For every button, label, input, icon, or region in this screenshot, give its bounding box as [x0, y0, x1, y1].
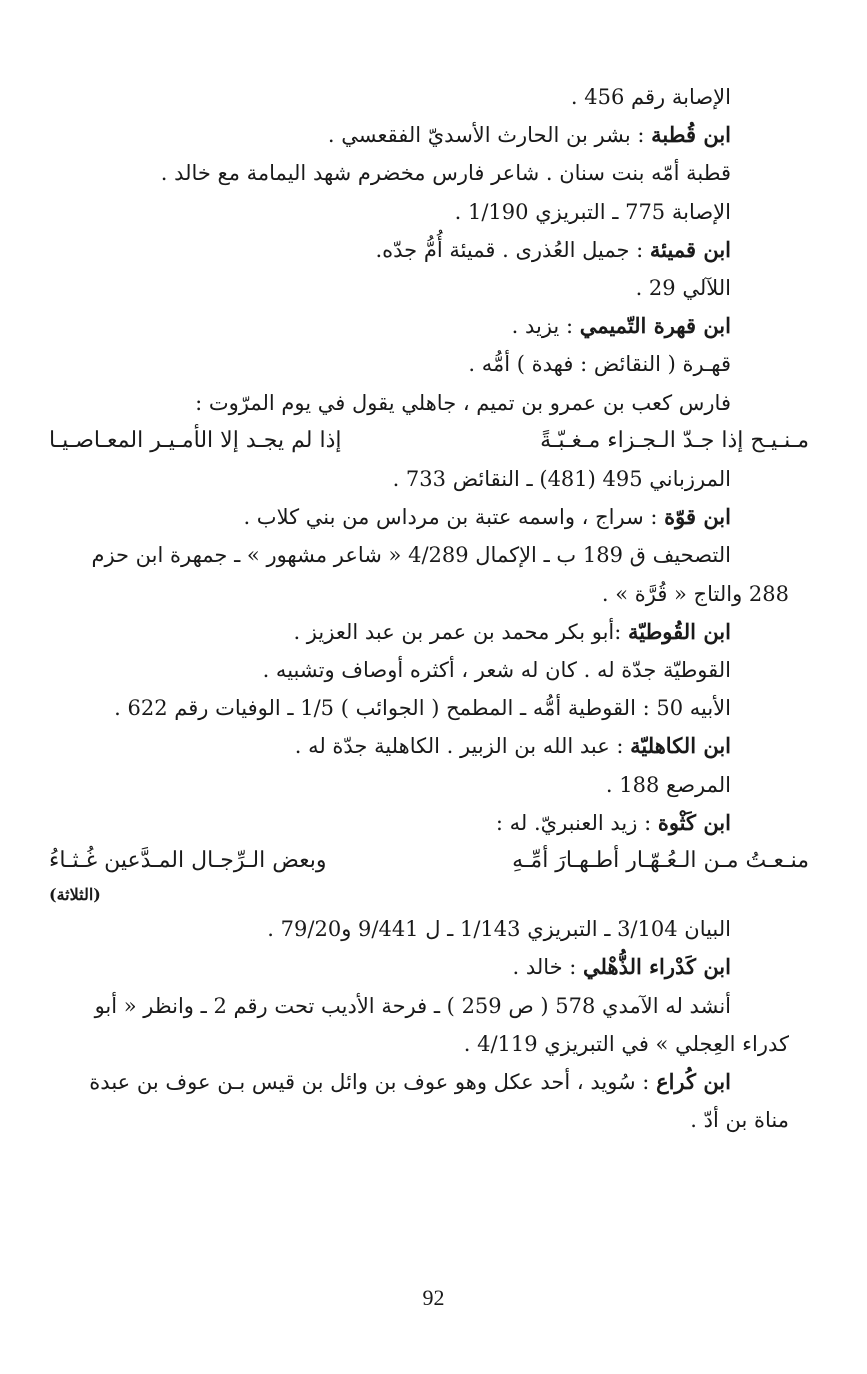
- page-body: [49, 78, 809, 1139]
- text-line-continuation: [49, 1025, 789, 1063]
- line-text: قهـرة ( النقائض : فهدة ) أمُّه .: [468, 352, 731, 377]
- entry-line: [49, 307, 789, 345]
- text-line: [49, 345, 789, 383]
- entry-heading: ابن قميئة: [649, 236, 731, 262]
- entry-line: [49, 727, 789, 765]
- text-line: [49, 766, 789, 804]
- entry-line: [49, 116, 789, 154]
- text-line: [49, 269, 789, 307]
- line-text: :أبو بكر محمد بن عمر بن عبد العزيز .: [293, 619, 628, 644]
- entry-line: [49, 804, 789, 842]
- text-line: [49, 384, 789, 422]
- footnote-marker: (الثلاثة): [49, 885, 101, 905]
- line-text: المرزباني 495 (481) ـ النقائض 733 .: [392, 467, 731, 492]
- verse-first-hemistich: منـعـتُ مـن الـعُـهّـار أطـهـارَ أمِّـهِ: [512, 848, 809, 874]
- poem-verse: [49, 842, 809, 880]
- text-line: [49, 78, 789, 116]
- line-text: 288 والتاج « قُرَّة » .: [601, 581, 789, 606]
- line-text: المرصع 188 .: [605, 772, 731, 797]
- entry-heading: ابن قُطبة: [651, 122, 731, 148]
- line-text: : زيد العنبريّ. له :: [495, 810, 658, 835]
- line-text: البيان 3/104 ـ التبريزي 1/143 ـ ل 9/441 و79/20 .: [267, 917, 731, 942]
- line-text: التصحيف ق 189 ب ـ الإكمال 4/289 « شاعر مشهور » ـ جمهرة ابن حزم: [91, 543, 731, 568]
- text-line: [49, 689, 789, 727]
- line-text: : يزيد .: [511, 314, 580, 339]
- entry-line: [49, 613, 789, 651]
- entry-heading: ابن القُوطيّة: [628, 618, 731, 644]
- entry-heading: ابن كُراع: [656, 1069, 731, 1095]
- text-line-continuation: [49, 1101, 789, 1139]
- entry-line: [49, 231, 789, 269]
- line-text: الإصابة 775 ـ التبريزي 1/190 .: [454, 199, 731, 224]
- text-line: [49, 154, 789, 192]
- text-line: [49, 460, 789, 498]
- text-line: [49, 910, 789, 948]
- text-line-continuation: [49, 575, 789, 613]
- entry-heading: ابن كَدْراء الذُّهْلي: [583, 954, 731, 980]
- line-text: : جميل العُذرى . قميئة أُمُّ جدّه.: [375, 237, 650, 262]
- entry-heading: ابن قوّة: [664, 504, 731, 530]
- line-text: الإصابة رقم 456 .: [570, 85, 731, 109]
- poem-verse: [49, 422, 809, 460]
- verse-first-hemistich: مـنـيـح إذا جـدّ الـجـزاء مـغـبّـةً: [540, 427, 809, 453]
- entry-heading: ابن قهرة التّميمي: [579, 313, 731, 339]
- text-line: [49, 651, 789, 689]
- line-text: أنشد له الآمدي 578 ( ص 259 ) ـ فرحة الأديب تحت رقم 2 ـ وانظر « أبو: [94, 993, 731, 1018]
- line-text: اللآلي 29 .: [635, 276, 731, 301]
- line-text: : عبد الله بن الزبير . الكاهلية جدّة له .: [294, 734, 631, 759]
- line-text: : سراج ، واسمه عتبة بن مرداس من بني كلاب .: [243, 505, 665, 530]
- line-text: كدراء العِجلي » في التبريزي 4/119 .: [463, 1031, 789, 1056]
- entry-heading: ابن كَثْوة: [657, 809, 731, 835]
- line-text: مناة بن أدّ .: [690, 1108, 789, 1133]
- line-text: : بشر بن الحارث الأسديّ الفقعسي .: [327, 123, 652, 148]
- entry-line: [49, 498, 789, 536]
- text-line: [49, 987, 789, 1025]
- page-number: 92: [422, 1285, 445, 1310]
- line-text: الأبيه 50 : القوطية أمُّه ـ المطمح ( الجوائب ) 1/5 ـ الوفيات رقم 622 .: [114, 696, 731, 721]
- verse-second-hemistich: وبعض الـرِّجـال المـدَّعين غُـثـاءُ: [49, 848, 327, 874]
- entry-line: [49, 1063, 789, 1101]
- line-text: : سُويد ، أحد عكل وهو عوف بن وائل بن قيس بـن عوف بن عبدة: [89, 1070, 657, 1095]
- line-text: قطبة أمّه بنت سنان . شاعر فارس مخضرم شهد اليمامة مع خالد .: [160, 161, 731, 186]
- entry-line: [49, 948, 789, 986]
- text-line: [49, 536, 789, 574]
- verse-second-hemistich: إذا لم يجـد إلا الأمـيـر المعـاصـيـا: [49, 427, 342, 453]
- line-text: : خالد .: [512, 955, 584, 980]
- line-text: القوطيّة جدّة له . كان له شعر ، أكثره أوصاف وتشبيه .: [262, 658, 731, 683]
- line-text: فارس كعب بن عمرو بن تميم ، جاهلي يقول في يوم المرّوت :: [195, 390, 731, 415]
- text-line: [49, 193, 789, 231]
- entry-heading: ابن الكاهليّة: [630, 733, 731, 759]
